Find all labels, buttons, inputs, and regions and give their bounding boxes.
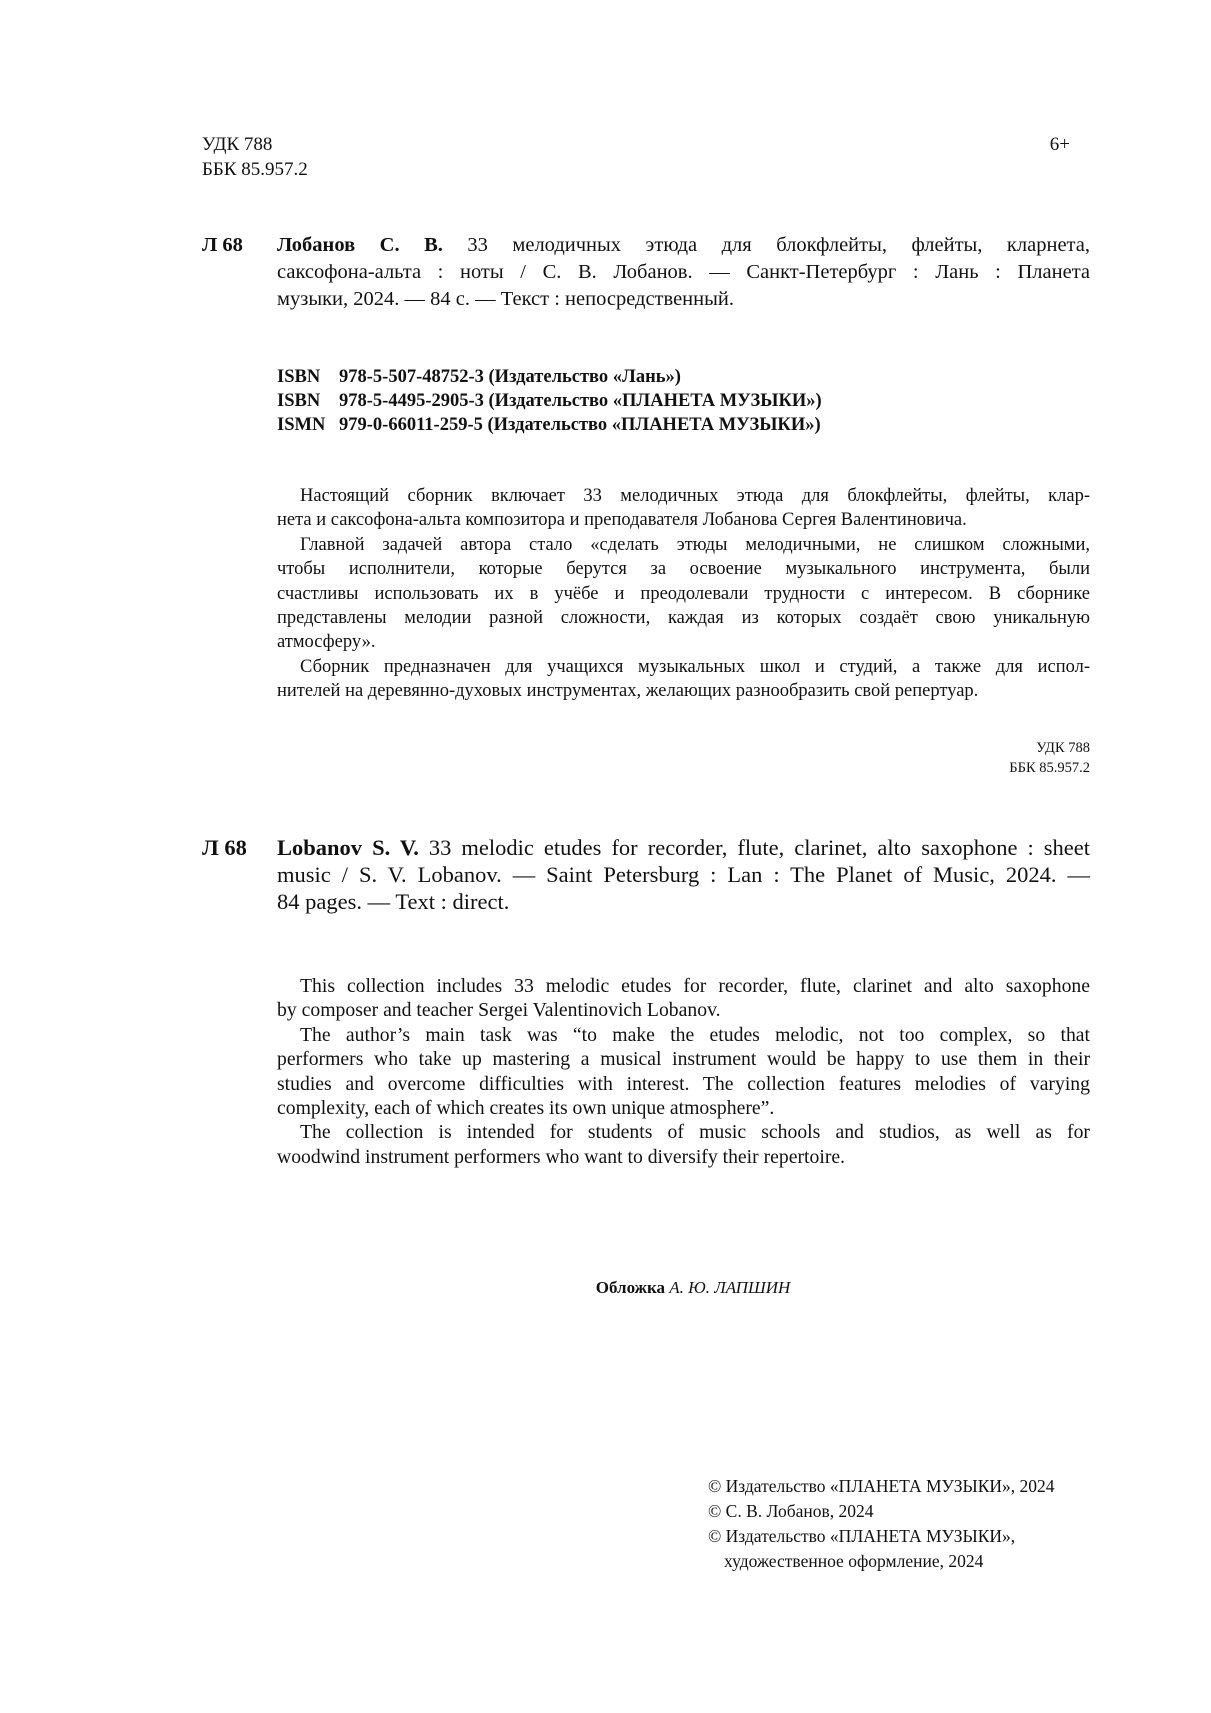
copyright-notice <box>708 1474 1055 1574</box>
abstract-paragraph: The author’s main task was “to make the etudes melodic, not too complex, so that performers who take up mastering a musical instrument would be happy to use them in their studies and overcome difficulties with interest. The collection features melodies of varying complexity, each of which creates its own unique atmosphere”. <box>277 1023 1090 1120</box>
age-rating: 6+ <box>1049 134 1070 155</box>
identifier-isbn: ISBN 978-5-4495-2905-3 (Издательство «ПЛАНЕТА МУЗЫКИ») <box>277 391 822 411</box>
abstract-paragraph: The collection is intended for students of music schools and studios, as well as for woodwind instrument performers who want to diversify their repertoire. <box>277 1121 1090 1168</box>
author-name: Лобанов С. В. <box>277 234 443 256</box>
cover-credit-label: Обложка <box>595 1278 666 1297</box>
entry-title: 33 мелодичных этюда для блокфлейты, флейты, кларнета, <box>442 234 1090 256</box>
abstract-paragraph: Настоящий сборник включает 33 мелодичных этюда для блокфлейты, флейты, клар- нета и саксофона-альта композитора и преподавателя Лобанова Сергея Валентиновича. <box>277 486 1090 531</box>
author-name: Lobanov S. V. <box>277 835 419 860</box>
identifier-ismn: ISMN 979-0-66011-259-5 (Издательство «ПЛАНЕТА МУЗЫКИ») <box>277 415 821 435</box>
entry-line <box>277 834 1090 861</box>
bbk-code: ББК 85.957.2 <box>1009 760 1090 776</box>
entry-line <box>277 232 1090 259</box>
abstract-en <box>277 974 1090 1169</box>
identifier-list <box>277 365 822 437</box>
bibliographic-entry-ru <box>202 232 1090 313</box>
entry-line: 84 pages. — Text : direct. <box>277 889 510 914</box>
copyright-line: © С. В. Лобанов, 2024 <box>708 1501 874 1521</box>
abstract-paragraph: Сборник предназначен для учащихся музыкальных школ и студий, а также для испол- нителей на деревянно-духовых инструментах, желающих разнообразить свой репертуар. <box>277 656 1090 702</box>
author-mark: Л 68 <box>202 835 247 860</box>
bbk-code: ББК 85.957.2 <box>202 159 308 180</box>
udk-code: УДК 788 <box>202 134 273 155</box>
abstract-ru <box>277 484 1090 704</box>
copyright-line: © Издательство «ПЛАНЕТА МУЗЫКИ», <box>708 1526 1016 1546</box>
abstract-paragraph: This collection includes 33 melodic etudes for recorder, flute, clarinet and alto saxophone by composer and teacher Sergei Valentinovich Lobanov. <box>277 975 1090 1022</box>
entry-title: 33 melodic etudes for recorder, flute, clarinet, alto saxophone : sheet <box>418 835 1090 860</box>
abstract-paragraph: Главной задачей автора стало «сделать этюды мелодичными, не слишком сложными, чтобы исполнители, которые берутся за освоение музыкального инструмента, были счастливы использовать их в учёбе и преодолевали трудности с интересом. В сборнике представлены мелодии разной сложности, каждая из которых создаёт свою уникальную атмосферу». <box>277 534 1090 653</box>
author-mark: Л 68 <box>202 234 243 256</box>
classification-footer <box>1009 738 1090 778</box>
udk-code: УДК 788 <box>1036 740 1090 756</box>
cover-credit <box>0 1277 1211 1299</box>
copyright-line: © Издательство «ПЛАНЕТА МУЗЫКИ», 2024 <box>708 1476 1055 1496</box>
entry-line: music / S. V. Lobanov. — Saint Petersburg : Lan : The Planet of Music, 2024. — <box>277 862 1090 887</box>
identifier-isbn: ISBN 978-5-507-48752-3 (Издательство «Лань») <box>277 367 681 387</box>
classification-header <box>202 132 308 182</box>
bibliographic-entry-en <box>202 834 1090 915</box>
copyright-line: художественное оформление, 2024 <box>724 1551 984 1571</box>
entry-line: музыки, 2024. — 84 с. — Текст : непосредственный. <box>277 288 734 310</box>
entry-line: саксофона-альта : ноты / С. В. Лобанов. — Санкт-Петербург : Лань : Планета <box>277 261 1090 283</box>
cover-designer: А. Ю. ЛАПШИН <box>665 1278 791 1297</box>
